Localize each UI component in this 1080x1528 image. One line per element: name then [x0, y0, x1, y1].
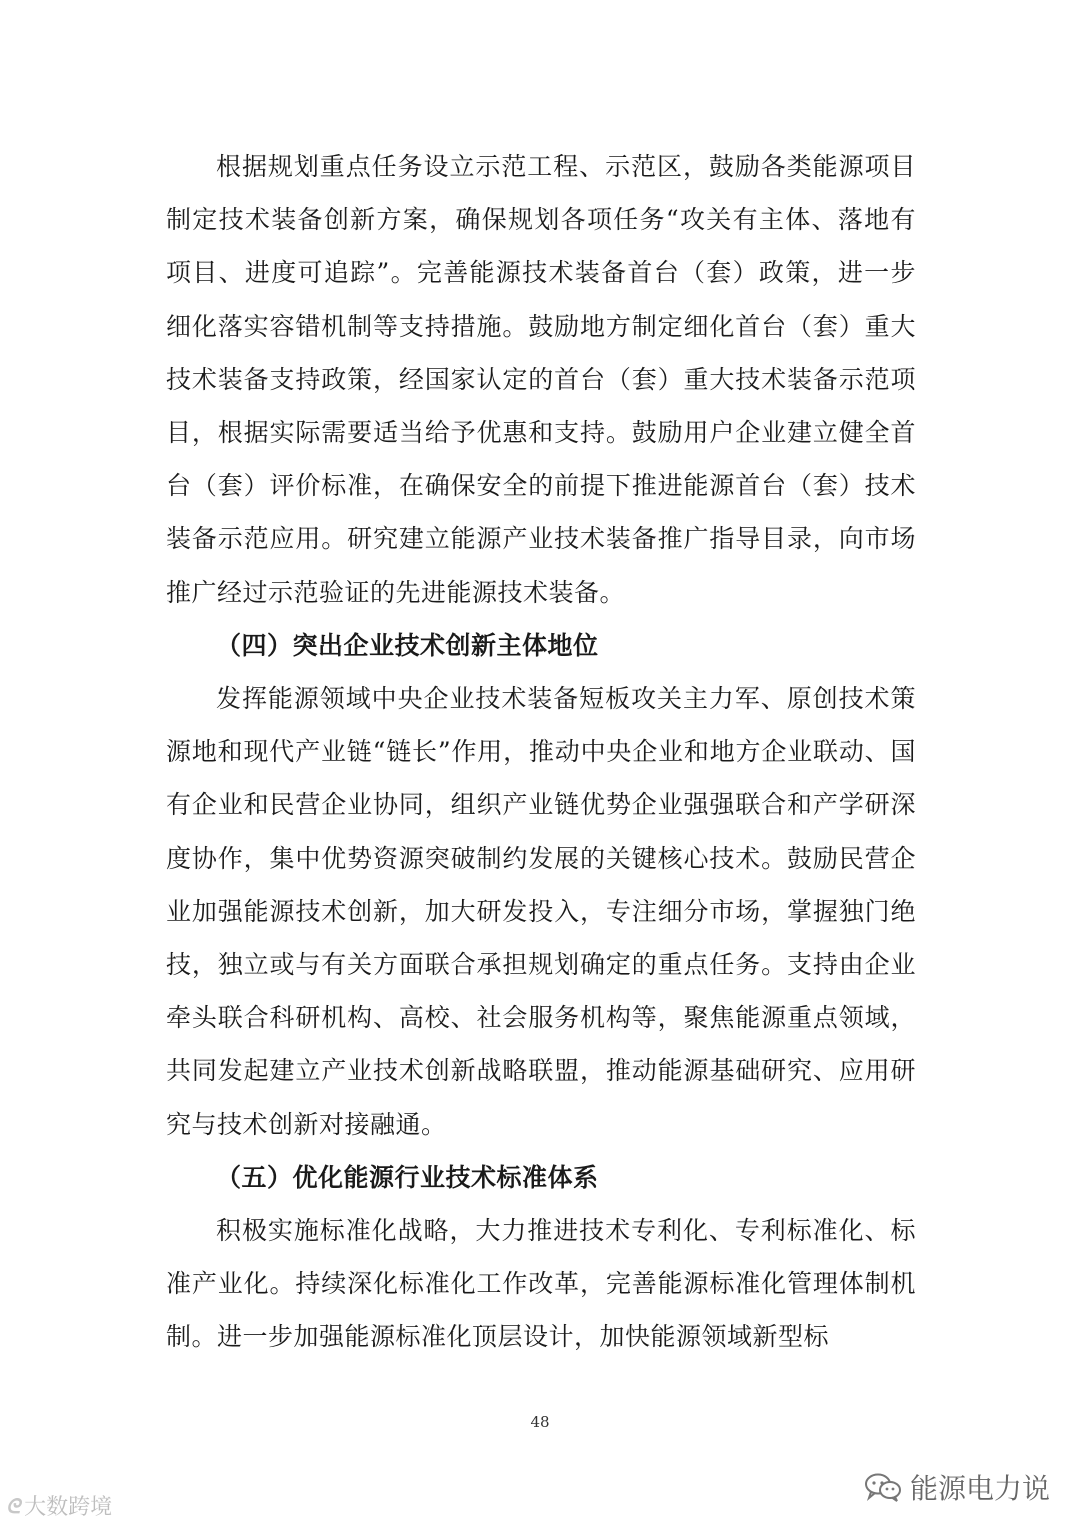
watermark-left [6, 1490, 112, 1521]
dashu-logo-icon: ᘓ [6, 1493, 21, 1518]
paragraph-enterprise-innovation: 发挥能源领域中央企业技术装备短板攻关主力军、原创技术策源地和现代产业链“链长”作用，推动中央企业和地方企业联动、国有企业和民营企业协同，组织产业链优势企业强强联合和产学研深度协作，集中优势资源突破制约发展的关键核心技术。鼓励民营企业加强能源技术创新，加大研发投入，专注细分市场，掌握独门绝技，独立或与有关方面联合承担规划确定的重点任务。支持由企业牵头联合科研机构、高校、社会服务机构等，聚焦能源重点领域，共同发起建立产业技术创新战略联盟，推动能源基础研究、应用研究与技术创新对接融通。 [166, 684, 916, 1139]
document-body [166, 140, 916, 1364]
wechat-icon [864, 1472, 902, 1502]
paragraph-standardization: 积极实施标准化战略，大力推进技术专利化、专利标准化、标准产业化。持续深化标准化工作改革，完善能源标准化管理体制机制。进一步加强能源标准化顶层设计，加快能源领域新型标 [166, 1216, 916, 1352]
watermark-left-text: 大数跨境 [24, 1495, 113, 1520]
page-number: 48 [530, 1413, 550, 1431]
section-heading-4: （四）突出企业技术创新主体地位 [216, 630, 599, 660]
paragraph-demonstration: 根据规划重点任务设立示范工程、示范区，鼓励各类能源项目制定技术装备创新方案，确保规划各项任务“攻关有主体、落地有项目、进度可追踪”。完善能源技术装备首台（套）政策，进一步细化落实容错机制等支持措施。鼓励地方制定细化首台（套）重大技术装备支持政策，经国家认定的首台（套）重大技术装备示范项目，根据实际需要适当给予优惠和支持。鼓励用户企业建立健全首台（套）评价标准，在确保安全的前提下推进能源首台（套）技术装备示范应用。研究建立能源产业技术装备推广指导目录，向市场推广经过示范验证的先进能源技术装备。 [166, 152, 916, 607]
section-heading-5: （五）优化能源行业技术标准体系 [216, 1162, 599, 1192]
watermark-right-text: 能源电力说 [909, 1472, 1050, 1505]
watermark-right [864, 1467, 1050, 1507]
